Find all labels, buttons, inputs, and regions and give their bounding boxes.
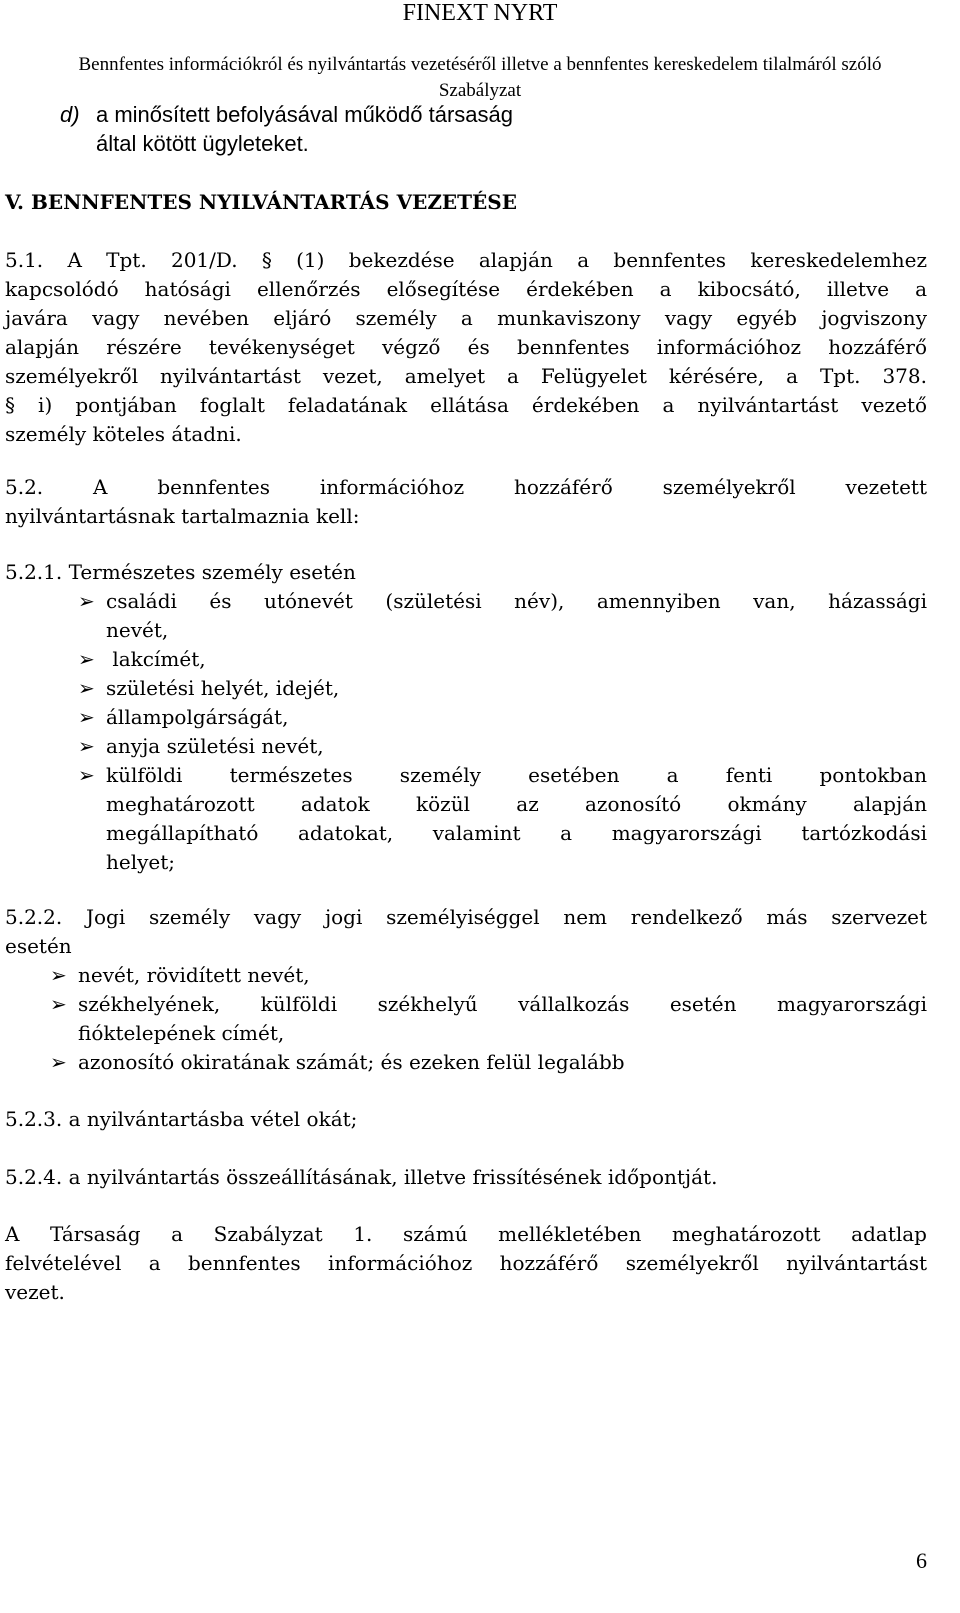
closing-line: vezet.	[5, 1280, 65, 1304]
arrow-bullet-icon: ➢	[50, 963, 67, 987]
p51-line: személyekről nyilvántartást vezet, amelyet a Felügyelet kérésére, a Tpt. 378.	[5, 364, 927, 388]
item-d-line2: által kötött ügyleteket.	[96, 131, 309, 156]
p521-title: 5.2.1. Természetes személy esetén	[5, 560, 356, 584]
arrow-bullet-icon: ➢	[78, 734, 95, 758]
p522-title: 5.2.2. Jogi személy vagy jogi személyiséggel nem rendelkező más szervezet	[5, 905, 927, 929]
paragraph-5-2-3: 5.2.3. a nyilvántartásba vétel okát;	[5, 1107, 358, 1131]
bullet-text: azonosító okiratának számát; és ezeken felül legalább	[78, 1050, 625, 1074]
closing-line: A Társaság a Szabályzat 1. számú mellékletében meghatározott adatlap	[5, 1222, 927, 1246]
p51-line: § i) pontjában foglalt feladatának ellátása érdekében a nyilvántartást vezető	[5, 393, 927, 417]
page-number: 6	[916, 1548, 927, 1573]
paragraph-5-2-4: 5.2.4. a nyilvántartás összeállításának, illetve frissítésének időpontját.	[5, 1165, 718, 1189]
p51-line: javára vagy nevében eljáró személy a munkaviszony vagy egyéb jogviszony	[5, 306, 927, 330]
bullet-text: anyja születési nevét,	[106, 734, 324, 758]
p51-line: kapcsolódó hatósági ellenőrzés elősegítése érdekében a kibocsátó, illetve a	[5, 277, 927, 301]
bullet-text: nevét, rövidített nevét,	[78, 963, 310, 987]
arrow-bullet-icon: ➢	[78, 647, 95, 671]
item-d-marker: d)	[60, 102, 80, 127]
p51-line: 5.1. A Tpt. 201/D. § (1) bekezdése alapján a bennfentes kereskedelemhez	[5, 248, 927, 272]
header-company: FINEXT NYRT	[402, 0, 558, 26]
arrow-bullet-icon: ➢	[50, 992, 67, 1016]
bullet-text: helyet;	[106, 850, 176, 874]
section-heading: V. BENNFENTES NYILVÁNTARTÁS VEZETÉSE	[5, 190, 517, 214]
p52-line: 5.2. A bennfentes információhoz hozzáférő személyekről vezetett	[5, 475, 927, 499]
bullet-text: fióktelepének címét,	[78, 1021, 285, 1045]
bullet-text: nevét,	[106, 618, 169, 642]
bullet-text: családi és utónevét (születési név), amennyiben van, házassági	[106, 589, 927, 613]
closing-line: felvételével a bennfentes információhoz hozzáférő személyekről nyilvántartást	[5, 1251, 927, 1275]
header-doc-title-line1: Bennfentes információkról és nyilvántartás vezetéséről illetve a bennfentes kereskedelem tilalmáról szóló	[78, 54, 882, 75]
bullet-text: külföldi természetes személy esetében a fenti pontokban	[106, 763, 927, 787]
bullet-text: meghatározott adatok közül az azonosító okmány alapján	[106, 792, 927, 816]
p51-line: személy köteles átadni.	[5, 422, 242, 446]
header-doc-title-line2: Szabályzat	[438, 80, 522, 101]
arrow-bullet-icon: ➢	[78, 705, 95, 729]
arrow-bullet-icon: ➢	[78, 763, 95, 787]
bullet-text: székhelyének, külföldi székhelyű vállalkozás esetén magyarországi	[78, 992, 927, 1016]
bullet-text: lakcímét,	[106, 647, 206, 671]
header-doc-title	[0, 52, 960, 104]
p51-line: alapján részére tevékenységet végző és bennfentes információhoz hozzáférő	[5, 335, 927, 359]
p52-line: nyilvántartásnak tartalmaznia kell:	[5, 504, 360, 528]
arrow-bullet-icon: ➢	[50, 1050, 67, 1074]
p522-title: esetén	[5, 934, 72, 958]
arrow-bullet-icon: ➢	[78, 589, 95, 613]
arrow-bullet-icon: ➢	[78, 676, 95, 700]
bullet-text: megállapítható adatokat, valamint a magyarországi tartózkodási	[106, 821, 927, 845]
bullet-text: születési helyét, idejét,	[106, 676, 340, 700]
bullet-text: állampolgárságát,	[106, 705, 289, 729]
item-d-line1: a minősített befolyásával működő társaság	[96, 102, 514, 127]
